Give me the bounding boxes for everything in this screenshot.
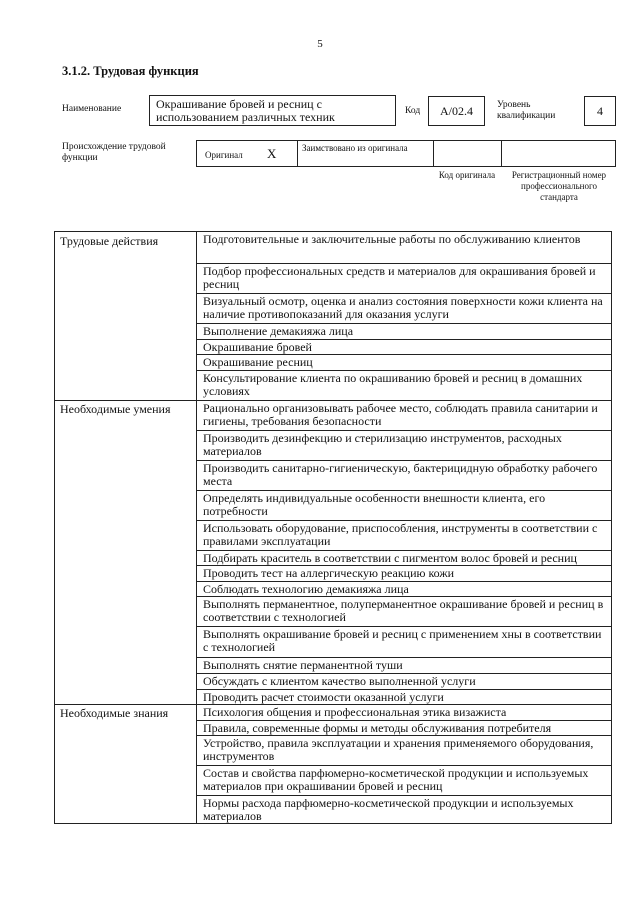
name-value: Окрашивание бровей и ресниц с использованием различных техник [156, 97, 335, 124]
table-row: Выполнение демакияжа лица [197, 323, 611, 339]
table-row: Выполнять перманентное, полуперманентное окрашивание бровей и ресниц в соответствии с технологией [197, 596, 611, 626]
origin-box [196, 140, 616, 167]
category-knowledge: Необходимые знания [60, 706, 169, 720]
table-row: Нормы расхода парфюмерно-косметической продукции и используемых материалов [197, 795, 611, 823]
name-label: Наименование [62, 104, 122, 114]
table-row: Обсуждать с клиентом качество выполненной услуги [197, 673, 611, 689]
table-row: Визуальный осмотр, оценка и анализ состояния поверхности кожи клиента на наличие противопоказаний для оказания услуги [197, 293, 611, 323]
level-value: 4 [597, 104, 603, 118]
table-row: Подбирать краситель в соответствии с пигментом волос бровей и ресниц [197, 550, 611, 565]
page-number: 5 [317, 38, 323, 50]
original-label: Оригинал [205, 150, 243, 160]
table-row: Производить санитарно-гигиеническую, бактерицидную обработку рабочего места [197, 460, 611, 490]
table-row: Производить дезинфекцию и стерилизацию инструментов, расходных материалов [197, 430, 611, 460]
borrowed-label: Заимствовано из оригинала [302, 143, 408, 153]
table-row: Соблюдать технологию демакияжа лица [197, 581, 611, 596]
origin-divider-3 [501, 141, 502, 166]
table-row: Окрашивание ресниц [197, 354, 611, 370]
level-label: Уровень квалификации [497, 100, 556, 121]
category-divider-2 [55, 704, 197, 705]
reg-number-caption: Регистрационный номер профессионального стандарта [511, 170, 607, 202]
section-title: 3.1.2. Трудовая функция [62, 64, 199, 78]
origin-divider-1 [297, 141, 298, 166]
table-row: Подбор профессиональных средств и материалов для окрашивания бровей и ресниц [197, 263, 611, 293]
origin-label: Происхождение трудовой функции [62, 142, 166, 163]
origin-divider-2 [433, 141, 434, 166]
table-row: Проводить тест на аллергическую реакцию кожи [197, 565, 611, 581]
category-divider-1 [55, 400, 197, 401]
table-row: Устройство, правила эксплуатации и хранения применяемого оборудования, инструментов [197, 735, 611, 765]
table-row: Рационально организовывать рабочее место, соблюдать правила санитарии и гигиены, требования безопасности [197, 400, 611, 430]
table-row: Подготовительные и заключительные работы по обслуживанию клиентов [203, 232, 581, 246]
table-row: Психология общения и профессиональная этика визажиста [197, 704, 611, 720]
table-row: Проводить расчет стоимости оказанной услуги [197, 689, 611, 704]
table-row: Правила, современные формы и методы обслуживания потребителя [197, 720, 611, 735]
table-row: Определять индивидуальные особенности внешности клиента, его потребности [197, 490, 611, 520]
table-row: Окрашивание бровей [197, 339, 611, 354]
table-row: Консультирование клиента по окрашиванию бровей и ресниц в домашних условиях [197, 370, 611, 400]
code-label: Код [405, 106, 421, 116]
code-value: А/02.4 [440, 104, 473, 118]
table-row: Выполнять снятие перманентной туши [197, 657, 611, 673]
table-row: Состав и свойства парфюмерно-косметической продукции и используемых материалов при окрашивании бровей и ресниц [197, 765, 611, 795]
table-row: Выполнять окрашивание бровей и ресниц с применением хны в соответствии с технологией [197, 626, 611, 657]
category-labor-actions: Трудовые действия [60, 234, 159, 248]
original-mark: Х [267, 146, 277, 161]
code-original-caption: Код оригинала [438, 170, 496, 180]
table-row: Использовать оборудование, приспособления, инструменты в соответствии с правилами эксплуатации [197, 520, 611, 550]
category-skills: Необходимые умения [60, 402, 171, 416]
name-box [149, 95, 396, 126]
function-table [54, 231, 612, 824]
level-box [584, 96, 616, 126]
code-box [428, 96, 485, 126]
